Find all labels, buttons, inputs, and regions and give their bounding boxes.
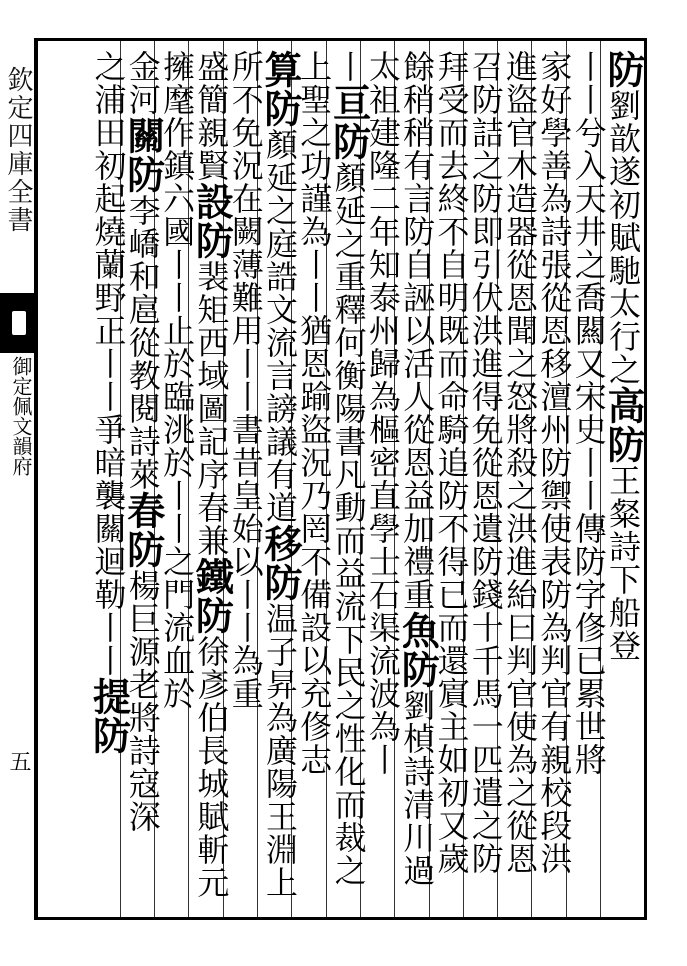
column-text: 裴矩西域圖記序春兼 <box>192 260 231 557</box>
frame-bottom <box>36 917 647 920</box>
column-text: 進盜官木造器從恩聞之怒將殺之洪進紿曰判官使為之從恩 <box>501 50 540 875</box>
column-text: 餘稍稍有言防自誣以活人從恩益加禮重 <box>398 50 437 611</box>
headword: 魚防 <box>395 611 441 689</box>
frame-right <box>644 38 647 920</box>
fish-tail-icon <box>0 293 36 353</box>
running-title: 欽定四庫全書 <box>3 66 33 234</box>
column-text: 金河 <box>123 50 162 116</box>
column-text: 書昔皇始以丨丨為重 <box>226 413 265 710</box>
column-text: 劉歆遂初賦馳太行之 <box>604 89 642 386</box>
column-text: 徐彥伯長城賦斬元 <box>192 635 231 899</box>
column-text: 家好學善為詩張從恩移澶州防禦使表防為判官有親校段洪 <box>535 50 574 875</box>
column-text: 李嶠和扈從教閱詩萊 <box>123 194 162 491</box>
headword: 鐵防 <box>189 557 235 635</box>
column-text: 於丨丨之門流血於 <box>158 446 197 710</box>
column-text: 劉楨詩清川過 <box>398 689 437 887</box>
frame-top <box>36 38 646 41</box>
headword: 提防 <box>86 677 132 755</box>
page-margin <box>0 38 36 920</box>
book-name: 御定佩文韻府 <box>9 356 33 476</box>
column-text: 太祖建隆二年知泰州歸為樞密直學士 <box>363 50 402 578</box>
page-number: 五 <box>6 750 31 772</box>
headword: 春防 <box>120 491 166 569</box>
column-text: 所不免況在闕薄難用丨丨 <box>226 50 265 413</box>
column-text: 顏延之重釋何衡陽書凡動而益流下民之性化而裁之 <box>329 161 368 887</box>
headword: 算防 <box>258 50 303 128</box>
column-text: 石渠流波為丨 <box>363 578 402 776</box>
headword: 亘防 <box>326 83 372 161</box>
headword: 關防 <box>120 116 166 194</box>
column-text: 王粲詩下船登 <box>604 464 642 662</box>
column-text: 召防詰之防即引伏洪進得免從恩遺防錢十千馬一匹遣之防 <box>466 50 505 875</box>
column-text: 又宋史丨丨傳防字俢已累世將 <box>569 347 608 776</box>
column-text: 丨丨兮入天井之喬闗 <box>569 50 608 347</box>
column-text: 六國丨丨止於臨洮 <box>158 182 197 446</box>
column-text: 上聖之功謹為丨丨猶恩踰盜況乃罔不備設以充俢志 <box>295 50 334 776</box>
column-text: 温子昇為廣陽王淵上 <box>261 602 299 899</box>
headword: 移防 <box>258 524 303 602</box>
column-text: 丨 <box>329 50 368 83</box>
headword: 防 <box>601 50 646 89</box>
column-text: 田初起燒蘭野正丨丨 <box>89 116 128 413</box>
column-text: 盛簡親賢 <box>192 50 231 182</box>
column-text: 爭暗襲關迴勒丨丨 <box>89 413 128 677</box>
headword: 高防 <box>601 386 646 464</box>
column-text: 擁麾作鎮 <box>158 50 197 182</box>
column-text: 拜受而去終不自明既而命騎追防不得已而還賔主如初又歲 <box>432 50 471 875</box>
frame-left <box>36 38 38 920</box>
column-text: 之浦 <box>89 50 128 116</box>
column-text: 楊巨源老將詩寇深 <box>123 569 162 833</box>
headword: 設防 <box>189 182 235 260</box>
column-text: 顏延之庭誥文流言謗議有道 <box>261 128 299 524</box>
text-column <box>88 50 130 910</box>
